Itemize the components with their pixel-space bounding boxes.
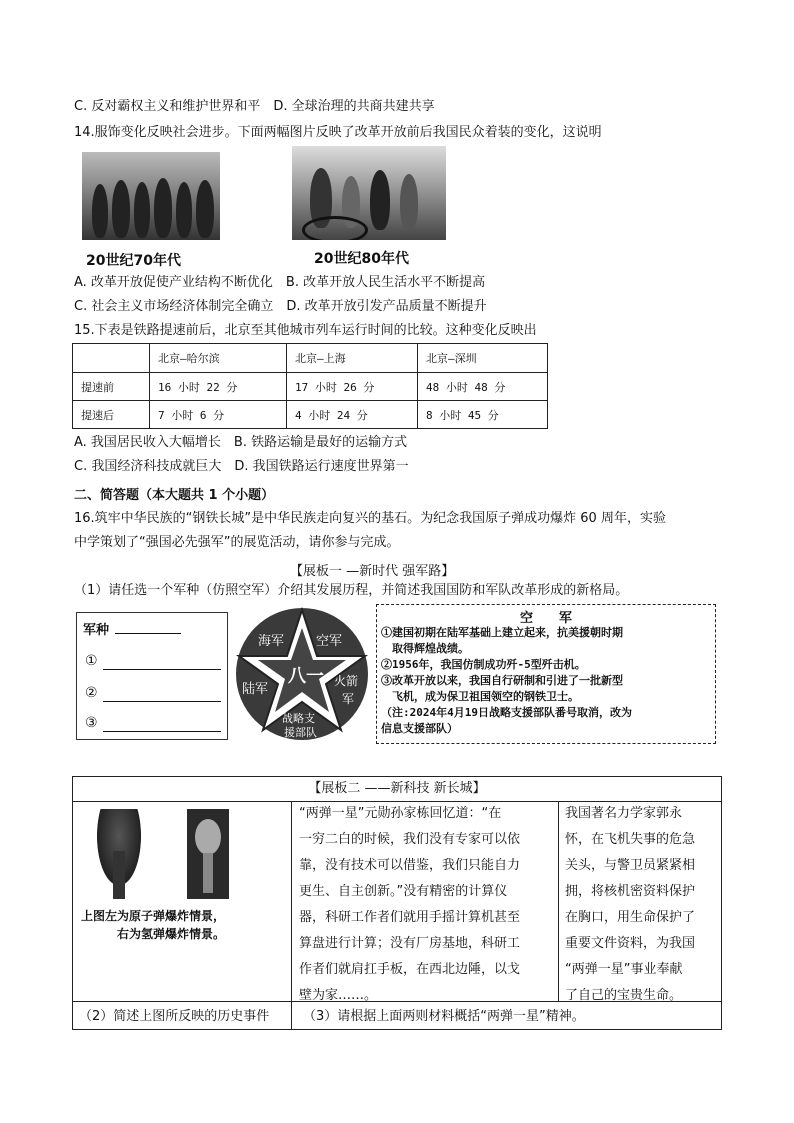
table-header	[73, 344, 150, 373]
quote-line: 靠，没有技术可以借鉴，我们只能自力	[299, 858, 521, 873]
airforce-line: ③改革开放以来，我国自行研制和引进了一批新型	[381, 674, 623, 687]
table-cell: 17 小时 26 分	[287, 373, 418, 401]
guo-line: 重要文件资料，为我国	[565, 936, 696, 951]
form-label: 军种	[83, 623, 110, 638]
section-title: 二、简答题（本大题共 1 个小题）	[74, 488, 275, 503]
table-cell: 8 小时 45 分	[418, 401, 548, 429]
board2	[72, 776, 722, 1030]
table-cell: 提速前	[73, 373, 150, 401]
airforce-line: ①建国初期在陆军基础上建立起来，抗美援朝时期	[381, 626, 623, 639]
guo-line: “两弹一星”事业奉献	[565, 962, 683, 977]
airforce-info-box	[376, 604, 716, 744]
airforce-lines	[381, 625, 632, 737]
q14-options-ab: A. 改革开放促使产业结构不断优化 B. 改革开放人民生活水平不断提高	[74, 275, 486, 290]
quote-line: 器，科研工作者们就用手摇计算机甚至	[299, 910, 521, 925]
airforce-line: ②1956年，我国仿制成功歼-5型歼击机。	[381, 658, 586, 671]
quote-line: 壁为家……。	[299, 988, 378, 1003]
form-item-1: ①	[85, 653, 98, 669]
q16-intro-2: 中学策划了“强国必先强军”的展览活动，请你参与完成。	[74, 535, 400, 550]
photo-1970s	[82, 152, 220, 240]
table-row	[73, 401, 548, 429]
table-row	[73, 373, 548, 401]
table-cell: 提速后	[73, 401, 150, 429]
airforce-line: 取得辉煌战绩。	[381, 642, 469, 655]
sub-question-1: （1）请任选一个军种（仿照空军）介绍其发展历程，并简述我国国防和军队改革形成的新格局。	[74, 583, 629, 598]
branch-rocket-2: 军	[342, 692, 355, 706]
sun-jiadong-quote	[299, 801, 553, 1009]
quote-line: “两弹一星”元勋孙家栋回忆道：“在	[299, 806, 502, 821]
branch-rocket: 火箭	[334, 674, 359, 688]
guo-line: 我国著名力学家郭永	[565, 806, 683, 821]
table-cell: 16 小时 22 分	[150, 373, 287, 401]
table-cell: 7 小时 6 分	[150, 401, 287, 429]
form-item-3: ③	[85, 715, 98, 731]
bayi-star-emblem	[234, 606, 370, 742]
branch-ssf: 战略支	[282, 712, 315, 725]
sub-question-2: （2）简述上图所反映的历史事件	[79, 1009, 270, 1024]
q15-options-ab: A. 我国居民收入大幅增长 B. 铁路运输是最好的运输方式	[74, 435, 408, 450]
q16-intro-1: 16.筑牢中华民族的“钢铁长城”是中华民族走向复兴的基石。为纪念我国原子弹成功爆炸 60 周年，实验	[74, 511, 666, 526]
atomic-bomb-image	[91, 809, 147, 899]
caption-1970s: 20世纪70年代	[86, 253, 181, 269]
q15-stem: 15.下表是铁路提速前后，北京至其他城市列车运行时间的比较。这种变化反映出	[74, 323, 537, 338]
branch-army: 陆军	[242, 682, 269, 697]
airforce-line: （注:2024年4月19日战略支援部队番号取消，改为	[381, 706, 632, 719]
board2-title: 【展板二 ——新科技 新长城】	[73, 777, 721, 802]
guo-line: 关头，与警卫员紧紧相	[565, 858, 696, 873]
caption-1980s: 20世纪80年代	[314, 251, 409, 267]
airforce-line: 信息支援部队）	[381, 722, 458, 735]
guo-line: 怀，在飞机失事的危急	[565, 832, 696, 847]
table-header: 北京—深圳	[418, 344, 548, 373]
photo-1980s	[292, 146, 446, 240]
train-time-table	[72, 343, 548, 429]
quote-line: 作者们就肩扛手板，在西北边陲，以戈	[299, 962, 521, 977]
guo-line: 拥，将核机密资料保护	[565, 884, 696, 899]
hydrogen-bomb-image	[187, 809, 229, 899]
photo-caption-1: 上图左为原子弹爆炸情景，	[81, 909, 226, 923]
branch-form	[76, 612, 228, 740]
quote-line: 更生、自主创新。”没有精密的计算仪	[299, 884, 508, 899]
guo-line: 了自己的宝贵生命。	[565, 988, 683, 1003]
table-header: 北京—哈尔滨	[150, 344, 287, 373]
branch-airforce: 空军	[316, 634, 343, 649]
q14-stem: 14.服饰变化反映社会进步。下面两幅图片反映了改革开放前后我国民众着装的变化，这说明	[74, 125, 602, 140]
blank-line[interactable]	[115, 633, 181, 634]
blank-line[interactable]	[103, 731, 221, 732]
table-cell: 4 小时 24 分	[287, 401, 418, 429]
guo-line: 在胸口，用生命保护了	[565, 910, 696, 925]
blank-line[interactable]	[103, 669, 221, 670]
airforce-line: 飞机，成为保卫祖国领空的钢铁卫士。	[381, 690, 579, 703]
table-header: 北京—上海	[287, 344, 418, 373]
photo-caption-2: 右为氢弹爆炸情景。	[117, 927, 226, 941]
branch-ssf-2: 援部队	[284, 726, 317, 739]
q13-option-line: C. 反对霸权主义和维护世界和平 D. 全球治理的共商共建共享	[74, 99, 435, 114]
star-center-text: 八一	[288, 666, 324, 687]
guo-yonghuai-text	[565, 801, 715, 1009]
board1-title: 【展板一 —新时代 强军路】	[290, 564, 455, 579]
table-cell: 48 小时 48 分	[418, 373, 548, 401]
sub-question-3: （3）请根据上面两则材料概括“两弹一星”精神。	[303, 1009, 585, 1024]
branch-navy: 海军	[258, 634, 285, 649]
form-item-2: ②	[85, 685, 98, 701]
q14-options-cd: C. 社会主义市场经济体制完全确立 D. 改革开放引发产品质量不断提升	[74, 299, 487, 314]
q15-options-cd: C. 我国经济科技成就巨大 D. 我国铁路运行速度世界第一	[74, 459, 409, 474]
airforce-title: 空 军	[519, 611, 572, 626]
quote-line: 一穷二白的时候，我们没有专家可以依	[299, 832, 521, 847]
quote-line: 算盘进行计算；没有厂房基地，科研工	[299, 936, 521, 951]
blank-line[interactable]	[103, 701, 221, 702]
